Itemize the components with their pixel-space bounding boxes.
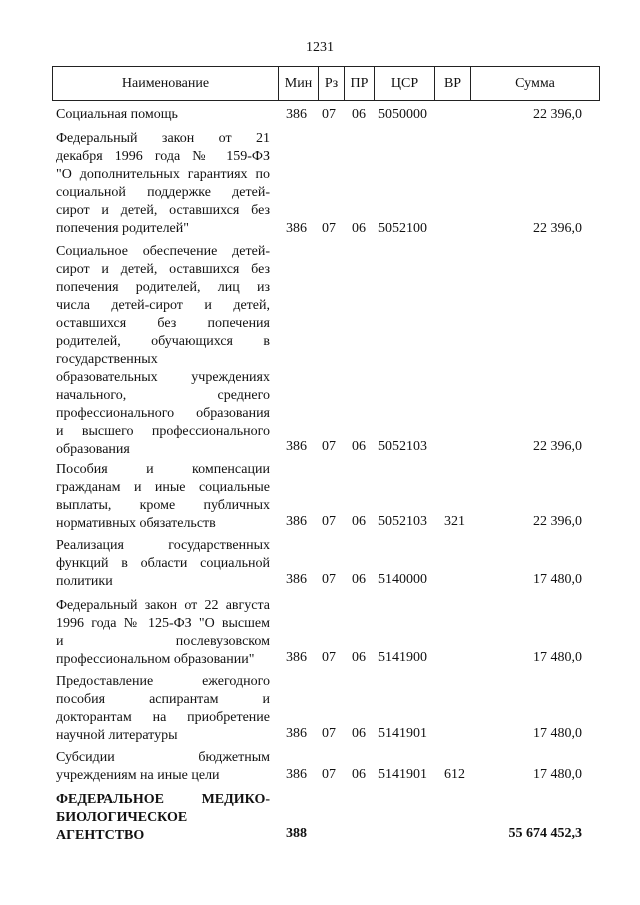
row-sum: 22 396,0 [533, 221, 582, 236]
header-name: Наименование [53, 67, 279, 100]
row-rz: 07 [322, 572, 336, 587]
row-rz: 07 [322, 767, 336, 782]
header-min: Мин [279, 67, 319, 100]
row-name: Реализация государственных функций в области социальной политики [56, 538, 270, 589]
row-pr: 06 [352, 767, 366, 782]
row-sum: 22 396,0 [533, 514, 582, 529]
row-csr: 5141901 [378, 726, 427, 741]
row-name: Социальная помощь [56, 107, 178, 122]
row-rz: 07 [322, 650, 336, 665]
row-sum: 55 674 452,3 [508, 826, 582, 841]
row-name: Предоставление ежегодного пособия аспирантам и докторантам на приобретение научной литературы [56, 674, 270, 743]
row-name: Субсидии бюджетным учреждениям на иные цели [56, 750, 270, 783]
header-pr: ПР [345, 67, 375, 100]
row-csr: 5052103 [378, 439, 427, 454]
row-rz: 07 [322, 514, 336, 529]
row-csr: 5052103 [378, 514, 427, 529]
row-name: ФЕДЕРАЛЬНОЕ МЕДИКО- БИОЛОГИЧЕСКОЕ АГЕНТСТВО [56, 792, 270, 843]
row-sum: 17 480,0 [533, 572, 582, 587]
row-pr: 06 [352, 572, 366, 587]
row-pr: 06 [352, 221, 366, 236]
row-vr: 612 [444, 767, 465, 782]
row-pr: 06 [352, 514, 366, 529]
row-pr: 06 [352, 726, 366, 741]
row-csr: 5140000 [378, 572, 427, 587]
header-sum: Сумма [515, 76, 555, 91]
row-rz: 07 [322, 439, 336, 454]
row-csr: 5141900 [378, 650, 427, 665]
row-csr: 5050000 [378, 107, 427, 122]
row-sum: 22 396,0 [533, 439, 582, 454]
page-number: 1231 [306, 40, 334, 55]
row-sum: 22 396,0 [533, 107, 582, 122]
row-name: Пособия и компенсации гражданам и иные социальные выплаты, кроме публичных нормативных обязательств [56, 462, 270, 531]
row-name: Федеральный закон от 21 декабря 1996 года № 159-ФЗ "О дополнительных гарантиях по социальной поддержке детей- сирот и детей, оставшихся без попечения родителей" [56, 131, 270, 236]
row-rz: 07 [322, 221, 336, 236]
row-min: 386 [286, 514, 307, 529]
row-rz: 07 [322, 726, 336, 741]
row-pr: 06 [352, 439, 366, 454]
row-pr: 06 [352, 107, 366, 122]
header-rz: Рз [319, 67, 345, 100]
row-sum: 17 480,0 [533, 767, 582, 782]
row-name: Социальное обеспечение детей- сирот и детей, оставшихся без попечения родителей, лиц из числа детей-сирот и детей, оставшихся без попечения родителей, обучающихся в государственных образовательных учреждениях начального, среднего профессионального образования и высшего профессионального образования [56, 244, 270, 457]
row-rz: 07 [322, 107, 336, 122]
row-min: 386 [286, 221, 307, 236]
header-csr: ЦСР [375, 67, 435, 100]
header-vr: ВР [435, 67, 471, 100]
row-sum: 17 480,0 [533, 650, 582, 665]
row-min: 386 [286, 767, 307, 782]
row-vr: 321 [444, 514, 465, 529]
row-min: 386 [286, 650, 307, 665]
table-header [52, 66, 600, 101]
row-min: 386 [286, 107, 307, 122]
row-name: Федеральный закон от 22 августа 1996 года № 125-ФЗ "О высшем и послевузовском профессиональном образовании" [56, 598, 270, 667]
row-csr: 5052100 [378, 221, 427, 236]
row-sum: 17 480,0 [533, 726, 582, 741]
row-min: 386 [286, 726, 307, 741]
row-min: 386 [286, 572, 307, 587]
row-min: 386 [286, 439, 307, 454]
row-min: 388 [286, 826, 307, 841]
row-csr: 5141901 [378, 767, 427, 782]
row-pr: 06 [352, 650, 366, 665]
